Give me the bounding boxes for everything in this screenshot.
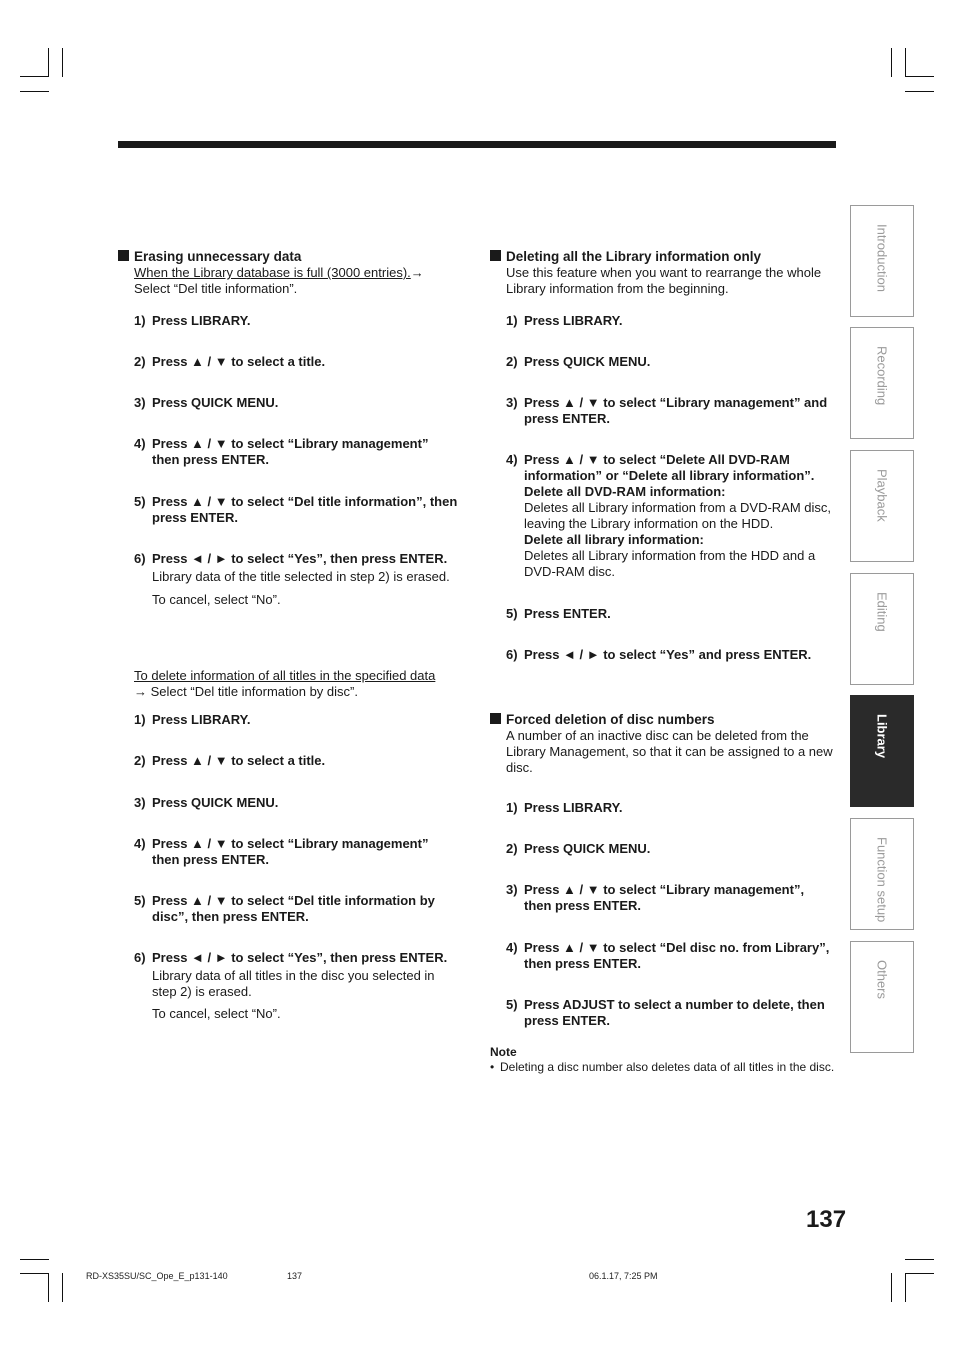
crop-mark: [62, 48, 63, 77]
step-item: 3) Press QUICK MENU.: [134, 795, 279, 810]
section-intro: Use this feature when you want to rearrange the whole Library information from the beginning.: [506, 265, 822, 296]
step-item: 2) Press QUICK MENU.: [506, 354, 651, 369]
step-item: 2) Press ▲ / ▼ to select a title.: [134, 354, 326, 369]
crop-mark: [48, 48, 49, 77]
section-intro: A number of an inactive disc can be deleted from the Library Management, so that it can be assigned to a new disc.: [506, 728, 833, 775]
condition-text: When the Library database is full (3000 entries).: [134, 265, 411, 280]
step-item: 5) Press ADJUST to select a number to delete, then press ENTER.: [506, 997, 825, 1028]
tab-others[interactable]: Others: [850, 941, 914, 1053]
crop-mark: [891, 1273, 892, 1302]
page-number: 137: [806, 1206, 847, 1233]
section-heading: Erasing unnecessary data: [118, 248, 468, 265]
section-delete-by-disc-intro: To delete information of all titles in the specified data → Select “Del title information by disc”.: [134, 668, 436, 699]
crop-mark: [20, 1259, 49, 1260]
crop-mark: [905, 91, 934, 92]
crop-mark: [905, 1273, 906, 1302]
section-erasing-unnecessary-data: [118, 248, 468, 297]
step-item: 4) Press ▲ / ▼ to select “Library management” then press ENTER.: [134, 436, 429, 467]
crop-mark: [891, 48, 892, 77]
tab-function-setup[interactable]: Function setup: [850, 818, 914, 930]
tab-playback[interactable]: Playback: [850, 450, 914, 562]
section-forced-deletion: [490, 711, 840, 776]
crop-mark: [62, 1273, 63, 1302]
step-item: 1) Press LIBRARY.: [506, 800, 623, 815]
footer-page: 137: [287, 1271, 303, 1281]
section-heading: Forced deletion of disc numbers: [490, 711, 840, 728]
arrow-icon: →: [134, 684, 147, 699]
section-delete-all-library: [490, 248, 840, 297]
crop-mark: [48, 1273, 49, 1302]
square-bullet-icon: [118, 250, 129, 261]
bullet-icon: •: [490, 1060, 495, 1074]
step-item: 3) Press QUICK MENU.: [134, 395, 279, 410]
step-item: 2) Press QUICK MENU.: [506, 841, 651, 856]
tab-editing[interactable]: Editing: [850, 573, 914, 685]
step-item: 1) Press LIBRARY.: [134, 313, 251, 328]
section-intro: When the Library database is full (3000 entries).→ Select “Del title information”.: [134, 265, 424, 296]
step-item: 6) Press ◄ / ► to select “Yes” and press ENTER.: [506, 647, 812, 662]
condition-text: To delete information of all titles in the specified data: [134, 668, 436, 683]
crop-mark: [905, 76, 934, 77]
step-item: 3) Press ▲ / ▼ to select “Library management”, then press ENTER.: [506, 882, 805, 913]
step-item: 1) Press LIBRARY.: [134, 712, 251, 727]
arrow-icon: →: [410, 265, 424, 280]
footer-date: 06.1.17, 7:25 PM: [589, 1271, 658, 1281]
step-item: 4) Press ▲ / ▼ to select “Del disc no. from Library”, then press ENTER.: [506, 940, 830, 971]
tab-library[interactable]: Library: [850, 695, 914, 807]
tab-recording[interactable]: Recording: [850, 327, 914, 439]
step-item: 4) Press ▲ / ▼ to select “Delete All DVD-RAM information” or “Delete all library information”. Delete all DVD-RAM information: Deletes all Library information from a DVD-RAM disc, leaving the Library information on the HDD. Delete all library information: Deletes all Library information from the HDD and a DVD-RAM disc.: [506, 452, 838, 580]
crop-mark: [20, 91, 49, 92]
step-item: 5) Press ENTER.: [506, 606, 611, 621]
tab-introduction[interactable]: Introduction: [850, 205, 914, 317]
crop-mark: [20, 1273, 49, 1274]
crop-mark: [905, 1273, 934, 1274]
crop-mark: [905, 1259, 934, 1260]
option-heading: Delete all library information:: [524, 532, 704, 547]
note-item: • Deleting a disc number also deletes data of all titles in the disc.: [490, 1060, 835, 1074]
step-item: 5) Press ▲ / ▼ to select “Del title information”, then press ENTER.: [134, 494, 458, 525]
section-heading: Deleting all the Library information only: [490, 248, 840, 265]
step-item: 1) Press LIBRARY.: [506, 313, 623, 328]
header-rule: [118, 141, 836, 148]
step-item: 5) Press ▲ / ▼ to select “Del title information by disc”, then press ENTER.: [134, 893, 435, 924]
step-item: 4) Press ▲ / ▼ to select “Library management” then press ENTER.: [134, 836, 429, 867]
step-item: 3) Press ▲ / ▼ to select “Library management” and press ENTER.: [506, 395, 828, 426]
option-heading: Delete all DVD-RAM information:: [524, 484, 726, 499]
footer-filename: RD-XS35SU/SC_Ope_E_p131-140: [86, 1271, 228, 1281]
step-item: 2) Press ▲ / ▼ to select a title.: [134, 753, 326, 768]
note-label: Note: [490, 1045, 517, 1059]
square-bullet-icon: [490, 250, 501, 261]
step-item: 6) Press ◄ / ► to select “Yes”, then press ENTER. Library data of the title selected in step 2) is erased. To cancel, select “No”.: [134, 551, 450, 607]
crop-mark: [20, 76, 49, 77]
step-item: 6) Press ◄ / ► to select “Yes”, then press ENTER. Library data of all titles in the disc you selected in step 2) is erased. To cancel, select “No”.: [134, 950, 448, 1021]
crop-mark: [905, 48, 906, 77]
square-bullet-icon: [490, 713, 501, 724]
note-block: [490, 1045, 836, 1075]
